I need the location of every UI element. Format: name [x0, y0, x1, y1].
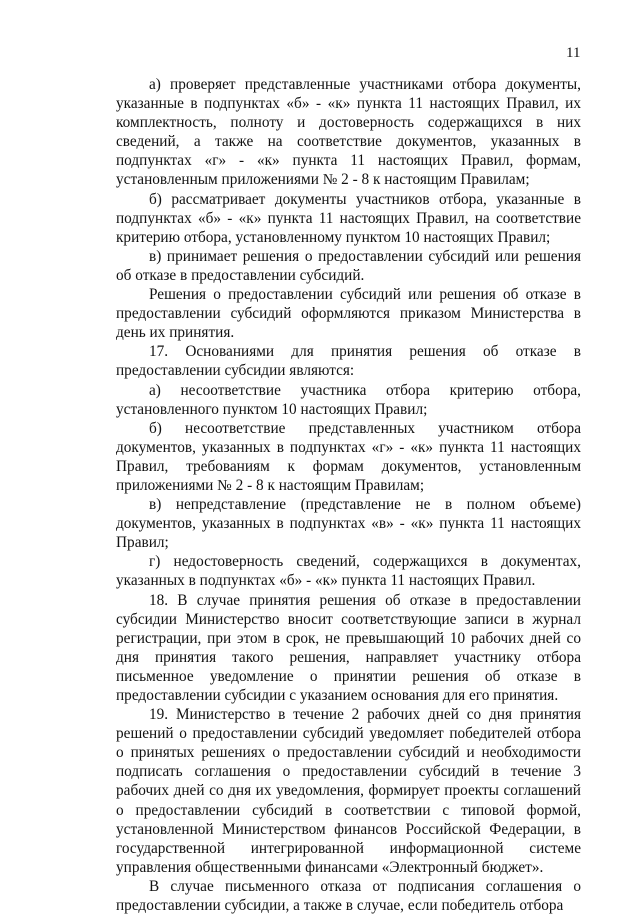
- document-body: [116, 75, 581, 915]
- paragraph-19: 19. Министерство в течение 2 рабочих дней со дня принятия решений о предоставлении субсидий уведомляет победителей отбора о принятых решениях о предоставлении субсидий и необходимости подписать соглашения о предоставлении субсидий в течение 3 рабочих дней со дня их уведомления, формирует проекты соглашений о предоставлении субсидий в соответствии с типовой формой, установленной Министерством финансов Российской Федерации, в государственной интегрированной информационной системе управления общественными финансами «Электронный бюджет».: [116, 706, 581, 876]
- paragraph-16b: б) рассматривает документы участников отбора, указанные в подпунктах «б» - «к» пункта 11 настоящих Правил, на соответствие критерию отбора, установленному пунктом 10 настоящих Правил;: [116, 190, 581, 246]
- paragraph-refusal: В случае письменного отказа от подписания соглашения о предоставлении субсидии, а также в случае, если победитель отбора: [116, 877, 581, 915]
- paragraph-17: 17. Основаниями для принятия решения об отказе в предоставлении субсидии являются:: [116, 343, 581, 380]
- paragraph-16v: в) принимает решения о предоставлении субсидий или решения об отказе в предоставлении субсидий.: [116, 247, 581, 284]
- paragraph-17b: б) несоответствие представленных участником отбора документов, указанных в подпунктах «г» - «к» пункта 11 настоящих Правил, требованиям к формам документов, установленным приложениями № 2 - 8 к настоящим Правилам;: [116, 419, 581, 494]
- paragraph-16a: а) проверяет представленные участниками отбора документы, указанные в подпунктах «б» - «к» пункта 11 настоящих Правил, их комплектность, полноту и достоверность содержащихся в них сведений, а также на соответствие документов, указанных в подпунктах «г» - «к» пункта 11 настоящих Правил, формам, установленным приложениями № 2 - 8 к настоящим Правилам;: [116, 76, 581, 189]
- paragraph-18: 18. В случае принятия решения об отказе в предоставлении субсидии Министерство вносит соответствующие записи в журнал регистрации, при этом в срок, не превышающий 10 рабочих дней со дня принятия такого решения, направляет участнику отбора письменное уведомление о принятии решения об отказе в предоставлении субсидии с указанием основания для его принятия.: [116, 591, 581, 704]
- paragraph-17v: в) непредставление (представление не в полном объеме) документов, указанных в подпунктах «в» - «к» пункта 11 настоящих Правил;: [116, 496, 581, 552]
- paragraph-decisions: Решения о предоставлении субсидий или решения об отказе в предоставлении субсидий оформляются приказом Министерства в день их принятия.: [116, 286, 581, 342]
- paragraph-17g: г) недостоверность сведений, содержащихся в документах, указанных в подпунктах «б» - «к» пункта 11 настоящих Правил.: [116, 553, 581, 590]
- page-number: 11: [566, 45, 581, 61]
- paragraph-17a: а) несоответствие участника отбора критерию отбора, установленного пунктом 10 настоящих Правил;: [116, 381, 581, 418]
